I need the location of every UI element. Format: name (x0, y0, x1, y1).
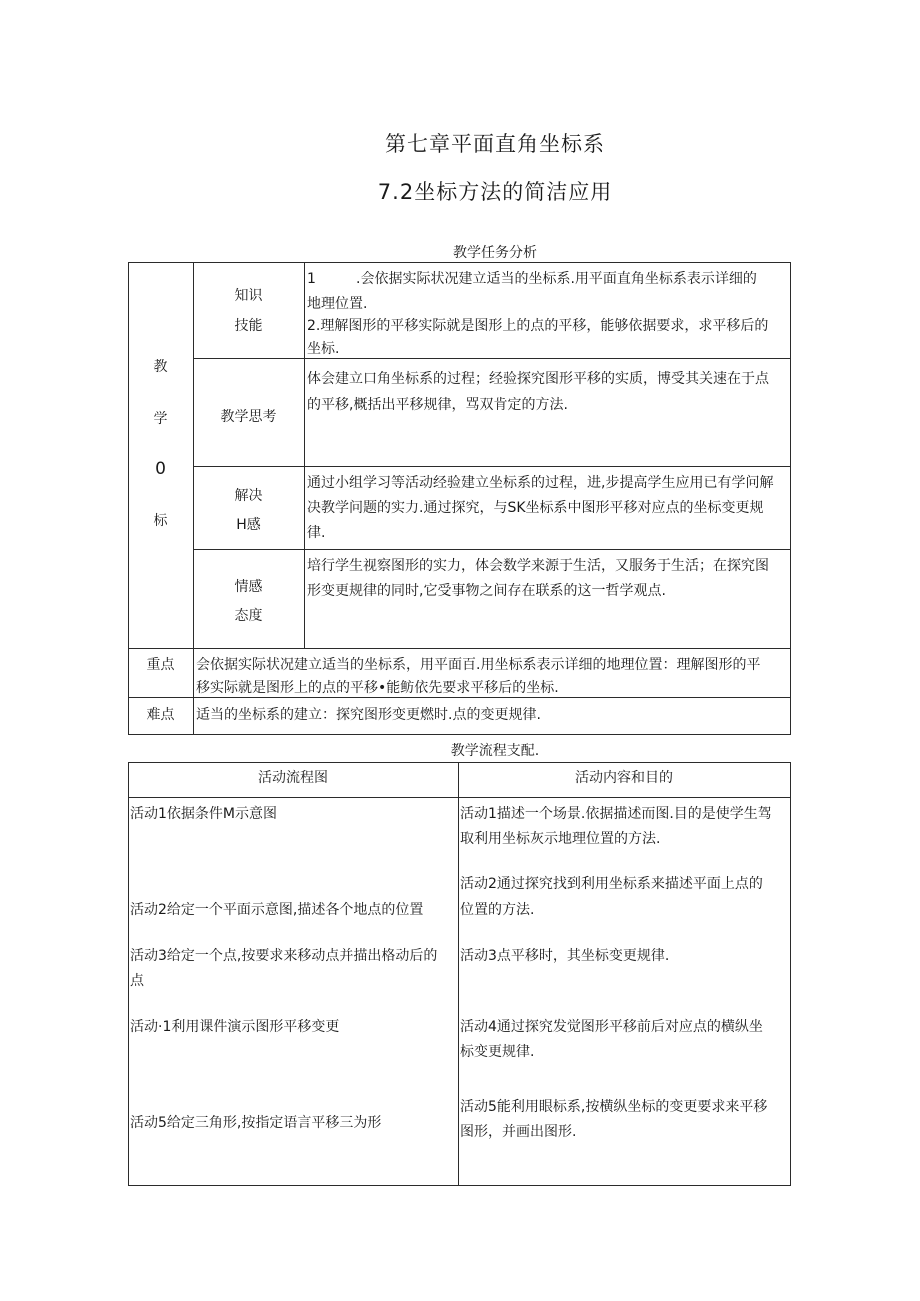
flow-content: 活动2通过探究找到利用坐标系来描述平面上点的 (460, 876, 763, 892)
difficult-point-text: 适当的坐标系的建立：探究图形变更燃时.点的变更规律. (196, 707, 541, 723)
row-text: 决教学问题的实力.通过探究，与SK坐标系中图形平移对应点的坐标变更规 (307, 500, 764, 516)
flow-header: 活动内容和目的 (575, 770, 673, 786)
flow-activity: 活动2给定一个平面示意图,描述各个地点的位置 (130, 902, 424, 918)
row-text: 通过小组学习等活动经验建立坐标系的过程，进,步提高学生应用已有学问解 (307, 475, 774, 491)
flow-activity: 活动5给定三角形,按指定语言平移三为形 (130, 1115, 382, 1131)
section-title: 7.2坐标方法的简洁应用 (377, 180, 613, 204)
row-label: 解决 (234, 488, 263, 504)
chapter-title: 第七章平面直角坐标系 (385, 132, 605, 156)
analysis-caption: 教学任务分析 (453, 245, 537, 261)
row-text: 形变更规律的同时,它受事物之间存在联系的这一哲学观点. (307, 583, 666, 599)
flow-content: 图形，并画出图形. (460, 1124, 577, 1140)
flow-content: 活动1描述一个场景.依据描述而图.目的是使学生驾 (460, 806, 772, 822)
goal-label-char: 学 (153, 411, 168, 427)
flow-content: 活动4通过探究发觉图形平移前后对应点的横纵坐 (460, 1019, 763, 1035)
row-text: 培行学生视察图形的实力，体会数学来源于生活，又服务于生活；在探究图 (307, 558, 769, 574)
goal-label-char: 教 (153, 359, 168, 375)
row-label: 技能 (234, 318, 263, 334)
row-text: 地理位置. (307, 296, 368, 312)
flow-content: 取利用坐标灰示地理位置的方法. (460, 831, 661, 847)
flow-caption: 教学流程支配. (450, 743, 540, 759)
flow-content: 标变更规律. (460, 1044, 535, 1060)
row-text: 坐标. (307, 341, 340, 357)
row-label: 情感 (234, 579, 263, 595)
row-label: 态度 (234, 608, 263, 624)
row-text: 律. (307, 525, 326, 541)
flow-content: 活动5能利用眼标系,按横纵坐标的变更要求来平移 (460, 1099, 768, 1115)
key-point-text: 移实际就是图形上的点的平移•能鲂依先要求平移后的坐标. (196, 680, 559, 696)
flow-activity: 点 (130, 973, 144, 989)
row-number: 1 (307, 271, 316, 287)
row-label: 教学思考 (220, 409, 277, 425)
key-point-text: 会依据实际状况建立适当的坐标系，用平面百.用坐标系表示详细的地理位置：理解图形的平 (196, 657, 761, 673)
flow-content: 位置的方法. (460, 902, 535, 918)
key-point-label: 重点 (146, 657, 175, 673)
row-text: 2.理解图形的平移实际就是图形上的点的平移，能够依据要求，求平移后的 (307, 318, 769, 334)
flow-header: 活动流程图 (258, 770, 328, 786)
flow-content: 活动3点平移时，其坐标变更规律. (460, 948, 670, 964)
goal-label-char: 0 (155, 459, 166, 479)
row-text: 体会建立口角坐标系的过程；经验探究图形平移的实质，博受其关速在于点 (307, 371, 769, 387)
row-text: 的平移,概括出平移规律，骂双肯定的方法. (307, 397, 568, 413)
row-text: .会依据实际状况建立适当的坐标系.用平面直角坐标系表示详细的 (356, 271, 757, 287)
flow-activity: 活动3给定一个点,按要求来移动点并描出格动后的 (130, 948, 438, 964)
difficult-point-label: 难点 (146, 707, 175, 723)
row-label: H感 (236, 517, 261, 533)
row-label: 知识 (234, 288, 263, 304)
flow-activity: 活动·1利用课件演示图形平移变更 (130, 1019, 340, 1035)
goal-label-char: 标 (153, 513, 168, 529)
flow-activity: 活动1依据条件M示意图 (130, 806, 277, 822)
